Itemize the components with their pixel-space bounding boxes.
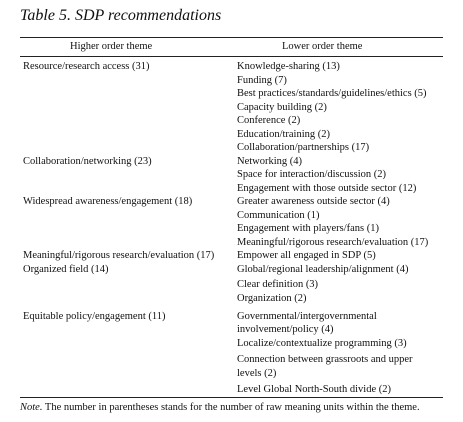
higher-theme-collaboration-networking: Collaboration/networking (23) [23, 155, 152, 167]
lower-theme-item: Meaningful/rigorous research/evaluation (17) [237, 236, 429, 248]
lower-theme-item: involvement/policy (4) [237, 324, 334, 335]
lower-theme-item: Global/regional leadership/alignment (4) [237, 263, 409, 275]
lower-theme-item: Connection between grassroots and upper [237, 354, 413, 365]
lower-theme-item: Capacity building (2) [237, 101, 327, 113]
table-caption: Table 5. SDP recommendations [20, 7, 222, 24]
lower-theme-item: Localize/contextualize programming (3) [237, 338, 407, 349]
top-rule [20, 37, 443, 38]
header-higher-order-theme: Higher order theme [70, 41, 153, 52]
lower-theme-item: Best practices/standards/guidelines/ethics (5) [237, 88, 427, 99]
higher-theme-organized-field: Organized field (14) [23, 263, 109, 275]
lower-theme-item: Knowledge-sharing (13) [237, 61, 340, 72]
lower-theme-item: Governmental/intergovernmental [237, 310, 377, 322]
table-note [20, 401, 420, 415]
lower-theme-item: Engagement with those outside sector (12) [237, 182, 417, 194]
lower-theme-item: Funding (7) [237, 74, 287, 86]
lower-theme-item: Clear definition (3) [237, 279, 319, 290]
higher-theme-meaningful-research: Meaningful/rigorous research/evaluation (17) [23, 250, 215, 261]
lower-theme-item: Level Global North-South divide (2) [237, 384, 391, 395]
higher-theme-widespread-awareness: Widespread awareness/engagement (18) [23, 196, 193, 207]
note-text: The number in parentheses stands for the number of raw meaning units within the theme. [42, 402, 420, 413]
lower-theme-item: Communication (1) [237, 209, 320, 221]
lower-theme-item: Organization (2) [237, 293, 307, 304]
lower-theme-item: levels (2) [237, 367, 277, 379]
header-rule [20, 56, 443, 57]
higher-theme-resource-research-access: Resource/research access (31) [23, 61, 150, 72]
lower-theme-item: Empower all engaged in SDP (5) [237, 250, 376, 261]
lower-theme-item: Education/training (2) [237, 128, 331, 140]
lower-theme-item: Engagement with players/fans (1) [237, 223, 379, 234]
header-lower-order-theme: Lower order theme [282, 41, 363, 52]
lower-theme-item: Collaboration/partnerships (17) [237, 142, 370, 153]
lower-theme-item: Greater awareness outside sector (4) [237, 196, 390, 207]
lower-theme-item: Conference (2) [237, 115, 301, 126]
bottom-rule [20, 397, 443, 398]
note-label: Note. [20, 402, 43, 413]
lower-theme-item: Space for interaction/discussion (2) [237, 169, 386, 180]
higher-theme-equitable-policy: Equitable policy/engagement (11) [23, 310, 166, 322]
lower-theme-item: Networking (4) [237, 155, 303, 167]
